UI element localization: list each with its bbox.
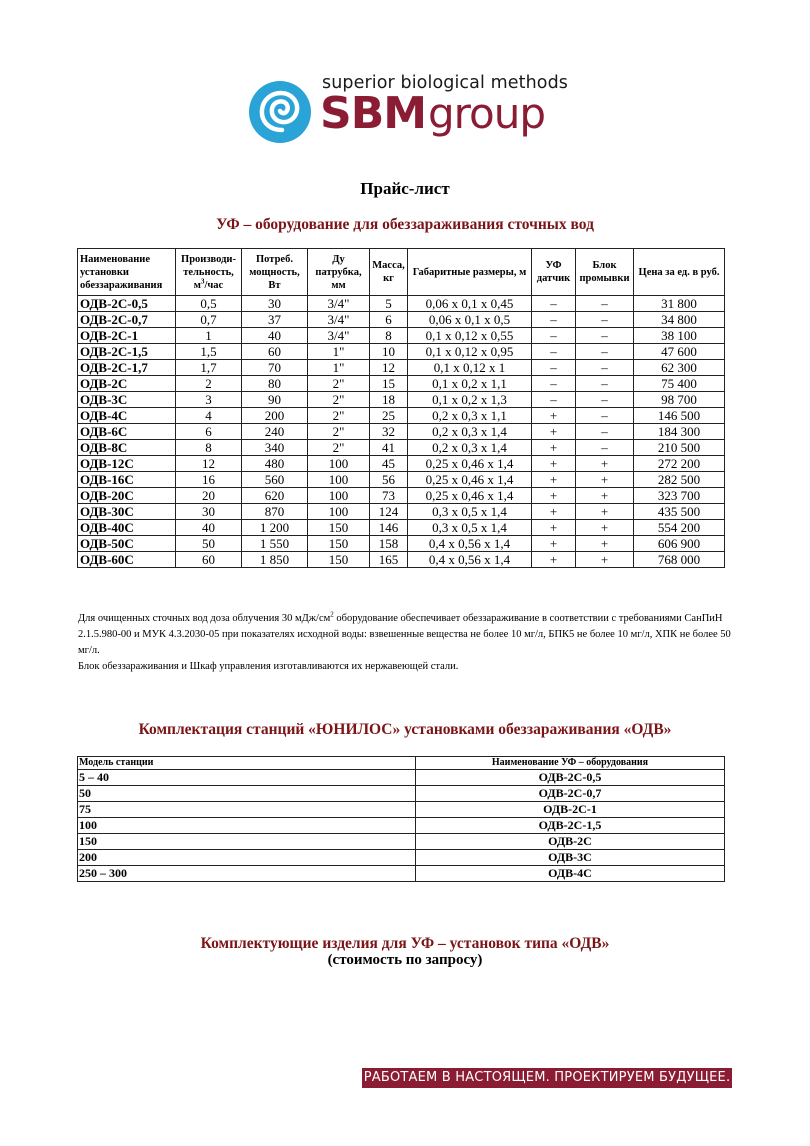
cell-flush: – bbox=[576, 392, 634, 408]
cell-price: 606 900 bbox=[634, 536, 725, 552]
cell-flush: – bbox=[576, 440, 634, 456]
price-table-row bbox=[78, 488, 725, 504]
cell-dims: 0,25 x 0,46 x 1,4 bbox=[408, 488, 532, 504]
cell-power: 620 bbox=[242, 488, 308, 504]
cell-flush: – bbox=[576, 328, 634, 344]
cell-model: 200 bbox=[78, 850, 416, 866]
cell-pipe: 1" bbox=[308, 344, 370, 360]
cell-power: 60 bbox=[242, 344, 308, 360]
cell-dims: 0,4 x 0,56 x 1,4 bbox=[408, 536, 532, 552]
cell-mass: 10 bbox=[370, 344, 408, 360]
price-table-row bbox=[78, 504, 725, 520]
cell-power: 1 200 bbox=[242, 520, 308, 536]
cell-uv: + bbox=[532, 408, 576, 424]
cell-power: 70 bbox=[242, 360, 308, 376]
cell-uv: + bbox=[532, 552, 576, 568]
price-table-row bbox=[78, 456, 725, 472]
cell-name: ОДВ-60С bbox=[78, 552, 176, 568]
note-dose-text-a: Для очищенных сточных вод доза облучения 30 мДж/см bbox=[78, 613, 331, 624]
cell-price: 38 100 bbox=[634, 328, 725, 344]
cell-equipment: ОДВ-2С-0,7 bbox=[416, 786, 725, 802]
stations-table-row bbox=[78, 770, 725, 786]
stations-table-row bbox=[78, 866, 725, 882]
spiral-logo-icon bbox=[248, 80, 312, 144]
header-dims: Габаритные размеры, м bbox=[408, 249, 532, 296]
cell-model: 75 bbox=[78, 802, 416, 818]
cell-name: ОДВ-8С bbox=[78, 440, 176, 456]
cell-name: ОДВ-3С bbox=[78, 392, 176, 408]
cell-uv: + bbox=[532, 488, 576, 504]
cell-price: 323 700 bbox=[634, 488, 725, 504]
cell-dims: 0,1 x 0,12 x 0,95 bbox=[408, 344, 532, 360]
cell-flush: + bbox=[576, 504, 634, 520]
cell-name: ОДВ-2С-1,5 bbox=[78, 344, 176, 360]
cell-model: 250 – 300 bbox=[78, 866, 416, 882]
cell-flush: + bbox=[576, 520, 634, 536]
cell-mass: 32 bbox=[370, 424, 408, 440]
cell-uv: – bbox=[532, 296, 576, 312]
header-capacity bbox=[176, 249, 242, 296]
price-table-header-row bbox=[78, 249, 725, 296]
sbm-group-logo bbox=[248, 70, 568, 150]
price-table-row bbox=[78, 536, 725, 552]
cell-pipe: 1" bbox=[308, 360, 370, 376]
cell-pipe: 100 bbox=[308, 456, 370, 472]
header-capacity-unit: /час bbox=[204, 279, 224, 291]
cell-dims: 0,2 x 0,3 x 1,4 bbox=[408, 424, 532, 440]
cell-power: 1 550 bbox=[242, 536, 308, 552]
cell-power: 480 bbox=[242, 456, 308, 472]
cell-uv: + bbox=[532, 456, 576, 472]
cell-pipe: 2" bbox=[308, 408, 370, 424]
cell-name: ОДВ-50С bbox=[78, 536, 176, 552]
cell-pipe: 100 bbox=[308, 488, 370, 504]
cell-dims: 0,25 x 0,46 x 1,4 bbox=[408, 456, 532, 472]
cell-dims: 0,2 x 0,3 x 1,4 bbox=[408, 440, 532, 456]
cell-name: ОДВ-30С bbox=[78, 504, 176, 520]
page-title: Прайс-лист bbox=[360, 179, 450, 198]
header-price: Цена за ед. в руб. bbox=[634, 249, 725, 296]
cell-capacity: 30 bbox=[176, 504, 242, 520]
cell-price: 34 800 bbox=[634, 312, 725, 328]
cell-uv: + bbox=[532, 472, 576, 488]
cell-flush: – bbox=[576, 296, 634, 312]
cell-flush: – bbox=[576, 376, 634, 392]
cell-dims: 0,25 x 0,46 x 1,4 bbox=[408, 472, 532, 488]
cell-uv: – bbox=[532, 344, 576, 360]
cell-pipe: 2" bbox=[308, 440, 370, 456]
logo-brand-sbm: SBM bbox=[320, 88, 427, 139]
cell-name: ОДВ-12С bbox=[78, 456, 176, 472]
cell-pipe: 100 bbox=[308, 472, 370, 488]
cell-model: 150 bbox=[78, 834, 416, 850]
cell-mass: 45 bbox=[370, 456, 408, 472]
cell-price: 768 000 bbox=[634, 552, 725, 568]
cell-mass: 41 bbox=[370, 440, 408, 456]
header-name: Наименование установки обеззараживания bbox=[78, 249, 176, 296]
price-table-row bbox=[78, 472, 725, 488]
cell-power: 40 bbox=[242, 328, 308, 344]
cell-capacity: 60 bbox=[176, 552, 242, 568]
cell-power: 340 bbox=[242, 440, 308, 456]
cell-mass: 18 bbox=[370, 392, 408, 408]
cell-pipe: 3/4" bbox=[308, 296, 370, 312]
cell-capacity: 2 bbox=[176, 376, 242, 392]
components-price-note: (стоимость по запросу) bbox=[327, 952, 483, 968]
cell-capacity: 6 bbox=[176, 424, 242, 440]
cell-capacity: 8 bbox=[176, 440, 242, 456]
cell-capacity: 4 bbox=[176, 408, 242, 424]
cell-pipe: 3/4" bbox=[308, 312, 370, 328]
header-capacity-text: Производи-тельность, м bbox=[181, 253, 236, 291]
logo-tagline: superior biological methods bbox=[322, 73, 568, 93]
cell-pipe: 2" bbox=[308, 392, 370, 408]
cell-capacity: 0,7 bbox=[176, 312, 242, 328]
cell-power: 240 bbox=[242, 424, 308, 440]
cell-uv: – bbox=[532, 376, 576, 392]
cell-flush: + bbox=[576, 536, 634, 552]
cell-uv: – bbox=[532, 392, 576, 408]
header-capacity-sup: 3 bbox=[200, 277, 205, 285]
cell-flush: + bbox=[576, 472, 634, 488]
note-dose-sup: 2 bbox=[330, 610, 334, 619]
price-table-row bbox=[78, 440, 725, 456]
price-table-row bbox=[78, 552, 725, 568]
cell-price: 98 700 bbox=[634, 392, 725, 408]
section-title-stations: Комплектация станций «ЮНИЛОС» установками обеззараживания «ОДВ» bbox=[138, 721, 672, 738]
cell-power: 90 bbox=[242, 392, 308, 408]
cell-name: ОДВ-6С bbox=[78, 424, 176, 440]
stations-table-row bbox=[78, 850, 725, 866]
cell-dims: 0,06 x 0,1 x 0,45 bbox=[408, 296, 532, 312]
cell-price: 146 500 bbox=[634, 408, 725, 424]
header-uv-equipment: Наименование УФ – оборудования bbox=[416, 757, 725, 770]
cell-price: 435 500 bbox=[634, 504, 725, 520]
cell-uv: + bbox=[532, 520, 576, 536]
price-table-row bbox=[78, 424, 725, 440]
price-table-row bbox=[78, 312, 725, 328]
stations-table-header-row bbox=[78, 757, 725, 770]
cell-flush: + bbox=[576, 456, 634, 472]
footer-slogan-banner: РАБОТАЕМ В НАСТОЯЩЕМ. ПРОЕКТИРУЕМ БУДУЩЕЕ. bbox=[362, 1068, 732, 1088]
cell-pipe: 2" bbox=[308, 424, 370, 440]
cell-price: 210 500 bbox=[634, 440, 725, 456]
cell-uv: + bbox=[532, 536, 576, 552]
price-table-row bbox=[78, 344, 725, 360]
cell-capacity: 12 bbox=[176, 456, 242, 472]
cell-pipe: 150 bbox=[308, 520, 370, 536]
cell-price: 272 200 bbox=[634, 456, 725, 472]
cell-pipe: 150 bbox=[308, 536, 370, 552]
cell-power: 80 bbox=[242, 376, 308, 392]
cell-equipment: ОДВ-3С bbox=[416, 850, 725, 866]
cell-name: ОДВ-16С bbox=[78, 472, 176, 488]
cell-dims: 0,1 x 0,12 x 1 bbox=[408, 360, 532, 376]
cell-uv: – bbox=[532, 328, 576, 344]
cell-name: ОДВ-4С bbox=[78, 408, 176, 424]
cell-dims: 0,4 x 0,56 x 1,4 bbox=[408, 552, 532, 568]
cell-name: ОДВ-40С bbox=[78, 520, 176, 536]
cell-model: 50 bbox=[78, 786, 416, 802]
cell-price: 184 300 bbox=[634, 424, 725, 440]
cell-power: 30 bbox=[242, 296, 308, 312]
header-flush: Блок промывки bbox=[576, 249, 634, 296]
stations-table-row bbox=[78, 818, 725, 834]
cell-mass: 12 bbox=[370, 360, 408, 376]
cell-power: 1 850 bbox=[242, 552, 308, 568]
cell-price: 282 500 bbox=[634, 472, 725, 488]
cell-power: 37 bbox=[242, 312, 308, 328]
cell-capacity: 1,5 bbox=[176, 344, 242, 360]
cell-mass: 165 bbox=[370, 552, 408, 568]
cell-flush: + bbox=[576, 488, 634, 504]
cell-uv: + bbox=[532, 504, 576, 520]
logo-brand-group: group bbox=[428, 89, 545, 138]
cell-capacity: 3 bbox=[176, 392, 242, 408]
cell-mass: 73 bbox=[370, 488, 408, 504]
cell-uv: – bbox=[532, 312, 576, 328]
cell-mass: 15 bbox=[370, 376, 408, 392]
cell-flush: – bbox=[576, 312, 634, 328]
stations-table-row bbox=[78, 834, 725, 850]
cell-equipment: ОДВ-2С-1,5 bbox=[416, 818, 725, 834]
cell-flush: – bbox=[576, 424, 634, 440]
cell-mass: 56 bbox=[370, 472, 408, 488]
cell-equipment: ОДВ-2С bbox=[416, 834, 725, 850]
note-dose-text-b: оборудование обеспечивает обеззараживание в соответствии с требованиями СанПиН 2.1.5.980-00 и МУК 4.3.2030-05 при показателях исходной воды: взвешенные вещества не более 10 мг/л, БПК5 не более 10 мг/л, ХПК не более 50 мг/л. bbox=[78, 613, 731, 656]
cell-name: ОДВ-2С-0,7 bbox=[78, 312, 176, 328]
section-title-components: Комплектующие изделия для УФ – установок типа «ОДВ» bbox=[200, 935, 610, 952]
cell-mass: 158 bbox=[370, 536, 408, 552]
cell-dims: 0,3 x 0,5 x 1,4 bbox=[408, 504, 532, 520]
stations-table-row bbox=[78, 786, 725, 802]
cell-capacity: 1,7 bbox=[176, 360, 242, 376]
price-table-row bbox=[78, 520, 725, 536]
cell-mass: 124 bbox=[370, 504, 408, 520]
header-mass: Масса, кг bbox=[370, 249, 408, 296]
cell-power: 870 bbox=[242, 504, 308, 520]
cell-capacity: 0,5 bbox=[176, 296, 242, 312]
stations-table-row bbox=[78, 802, 725, 818]
price-table-row bbox=[78, 296, 725, 312]
cell-name: ОДВ-2С-1,7 bbox=[78, 360, 176, 376]
cell-mass: 5 bbox=[370, 296, 408, 312]
stations-table bbox=[77, 756, 725, 882]
header-power: Потреб. мощность, Вт bbox=[242, 249, 308, 296]
cell-price: 31 800 bbox=[634, 296, 725, 312]
cell-name: ОДВ-2С-0,5 bbox=[78, 296, 176, 312]
cell-equipment: ОДВ-2С-0,5 bbox=[416, 770, 725, 786]
price-table-row bbox=[78, 328, 725, 344]
cell-equipment: ОДВ-2С-1 bbox=[416, 802, 725, 818]
cell-uv: + bbox=[532, 424, 576, 440]
cell-capacity: 20 bbox=[176, 488, 242, 504]
header-pipe: Ду патрубка, мм bbox=[308, 249, 370, 296]
cell-price: 554 200 bbox=[634, 520, 725, 536]
logo-brand bbox=[320, 88, 545, 139]
cell-model: 5 – 40 bbox=[78, 770, 416, 786]
cell-capacity: 50 bbox=[176, 536, 242, 552]
price-table-row bbox=[78, 376, 725, 392]
cell-model: 100 bbox=[78, 818, 416, 834]
cell-dims: 0,1 x 0,12 x 0,55 bbox=[408, 328, 532, 344]
cell-pipe: 3/4" bbox=[308, 328, 370, 344]
cell-capacity: 16 bbox=[176, 472, 242, 488]
section-title-uv-equipment: УФ – оборудование для обеззараживания сточных вод bbox=[216, 216, 594, 233]
cell-mass: 146 bbox=[370, 520, 408, 536]
header-uv-sensor: УФ датчик bbox=[532, 249, 576, 296]
cell-flush: – bbox=[576, 408, 634, 424]
cell-power: 560 bbox=[242, 472, 308, 488]
cell-name: ОДВ-2С-1 bbox=[78, 328, 176, 344]
cell-flush: + bbox=[576, 552, 634, 568]
cell-name: ОДВ-20С bbox=[78, 488, 176, 504]
cell-price: 75 400 bbox=[634, 376, 725, 392]
cell-flush: – bbox=[576, 344, 634, 360]
cell-price: 47 600 bbox=[634, 344, 725, 360]
header-station-model: Модель станции bbox=[78, 757, 416, 770]
cell-uv: + bbox=[532, 440, 576, 456]
cell-pipe: 2" bbox=[308, 376, 370, 392]
cell-price: 62 300 bbox=[634, 360, 725, 376]
cell-dims: 0,2 x 0,3 x 1,1 bbox=[408, 408, 532, 424]
cell-mass: 6 bbox=[370, 312, 408, 328]
cell-flush: – bbox=[576, 360, 634, 376]
cell-equipment: ОДВ-4С bbox=[416, 866, 725, 882]
cell-dims: 0,1 x 0,2 x 1,1 bbox=[408, 376, 532, 392]
cell-capacity: 40 bbox=[176, 520, 242, 536]
note-dose bbox=[78, 611, 738, 659]
cell-pipe: 150 bbox=[308, 552, 370, 568]
notes bbox=[78, 611, 738, 675]
cell-name: ОДВ-2С bbox=[78, 376, 176, 392]
cell-mass: 8 bbox=[370, 328, 408, 344]
cell-capacity: 1 bbox=[176, 328, 242, 344]
cell-dims: 0,1 x 0,2 x 1,3 bbox=[408, 392, 532, 408]
cell-dims: 0,3 x 0,5 x 1,4 bbox=[408, 520, 532, 536]
note-material: Блок обеззараживания и Шкаф управления изготавливаются их нержавеющей стали. bbox=[78, 661, 459, 672]
cell-mass: 25 bbox=[370, 408, 408, 424]
cell-power: 200 bbox=[242, 408, 308, 424]
price-table-row bbox=[78, 360, 725, 376]
price-table-row bbox=[78, 392, 725, 408]
price-table-row bbox=[78, 408, 725, 424]
cell-dims: 0,06 x 0,1 x 0,5 bbox=[408, 312, 532, 328]
cell-pipe: 100 bbox=[308, 504, 370, 520]
cell-uv: – bbox=[532, 360, 576, 376]
price-table bbox=[77, 248, 725, 568]
